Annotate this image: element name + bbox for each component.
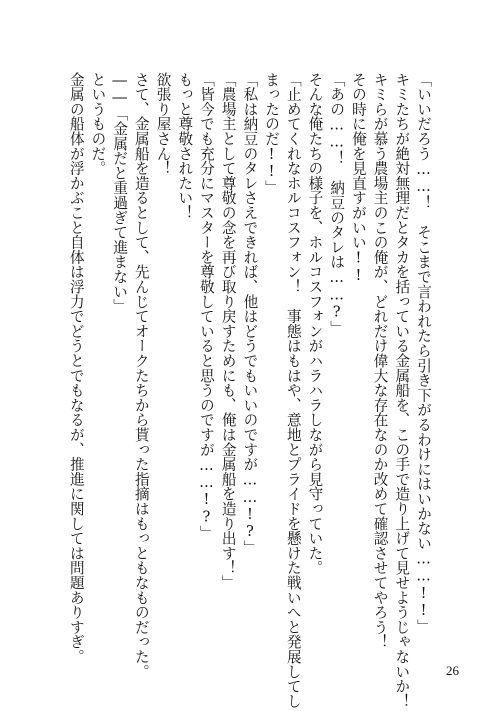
page-number: 26 [446,663,459,678]
text-line: ――「金属だと重過ぎて進まない」 [111,72,129,314]
text-line: そんな俺たちの様子を、ホルコスフォンがハラハラしながら見守っていた。 [306,72,324,576]
text-line: 「農場主として尊敬の念を再び取り戻すためにも、俺は金属船を造り出す！」 [219,72,237,590]
text-line: その時に俺を見直すがいい!! [349,72,367,284]
vertical-text-body [65,72,434,709]
text-line: さて、金属船を造るとして、先んじてオークたちから貰った指摘はもっともなものだった。 [132,72,150,679]
text-line: もっと尊敬されたい！ [176,72,194,220]
text-line: 「いいだろう……！ そこまで言われたら引き下がるわけにはいかない……!!」 [415,72,432,634]
text-line: 欲張り屋さん！ [154,72,172,176]
text-line: 金属の船体が浮かぶこと自体は浮力でどうとでもなるが、推進に関しては問題ありすぎ。 [67,72,85,664]
text-line: まったのだ!!」 [263,72,281,196]
text-line: 「私は納豆のタレさえできれば、他はどうでもいいのですが……!?」 [241,72,259,556]
text-line: というものだ。 [89,72,107,176]
text-line: 「止めてくれなホルコスフォン！ 事態はもはや、意地とプライドを懸けた戦いへと発展してし [284,72,302,709]
text-line: 「皆今でも充分にマスターを尊敬していると思うのですが……!?」 [197,72,215,541]
text-line: キミらが慕う農場主のこの俺が、どれだけ偉大な存在なのか改めて確認させてやろう！ [371,72,389,650]
text-line: 「あの……！ 納豆のタレは……?」 [328,72,346,336]
text-line: キミたちが絶対無理だとタカを括っている金属船を、この手で造り上げて見せようじゃないか！ [393,72,411,709]
